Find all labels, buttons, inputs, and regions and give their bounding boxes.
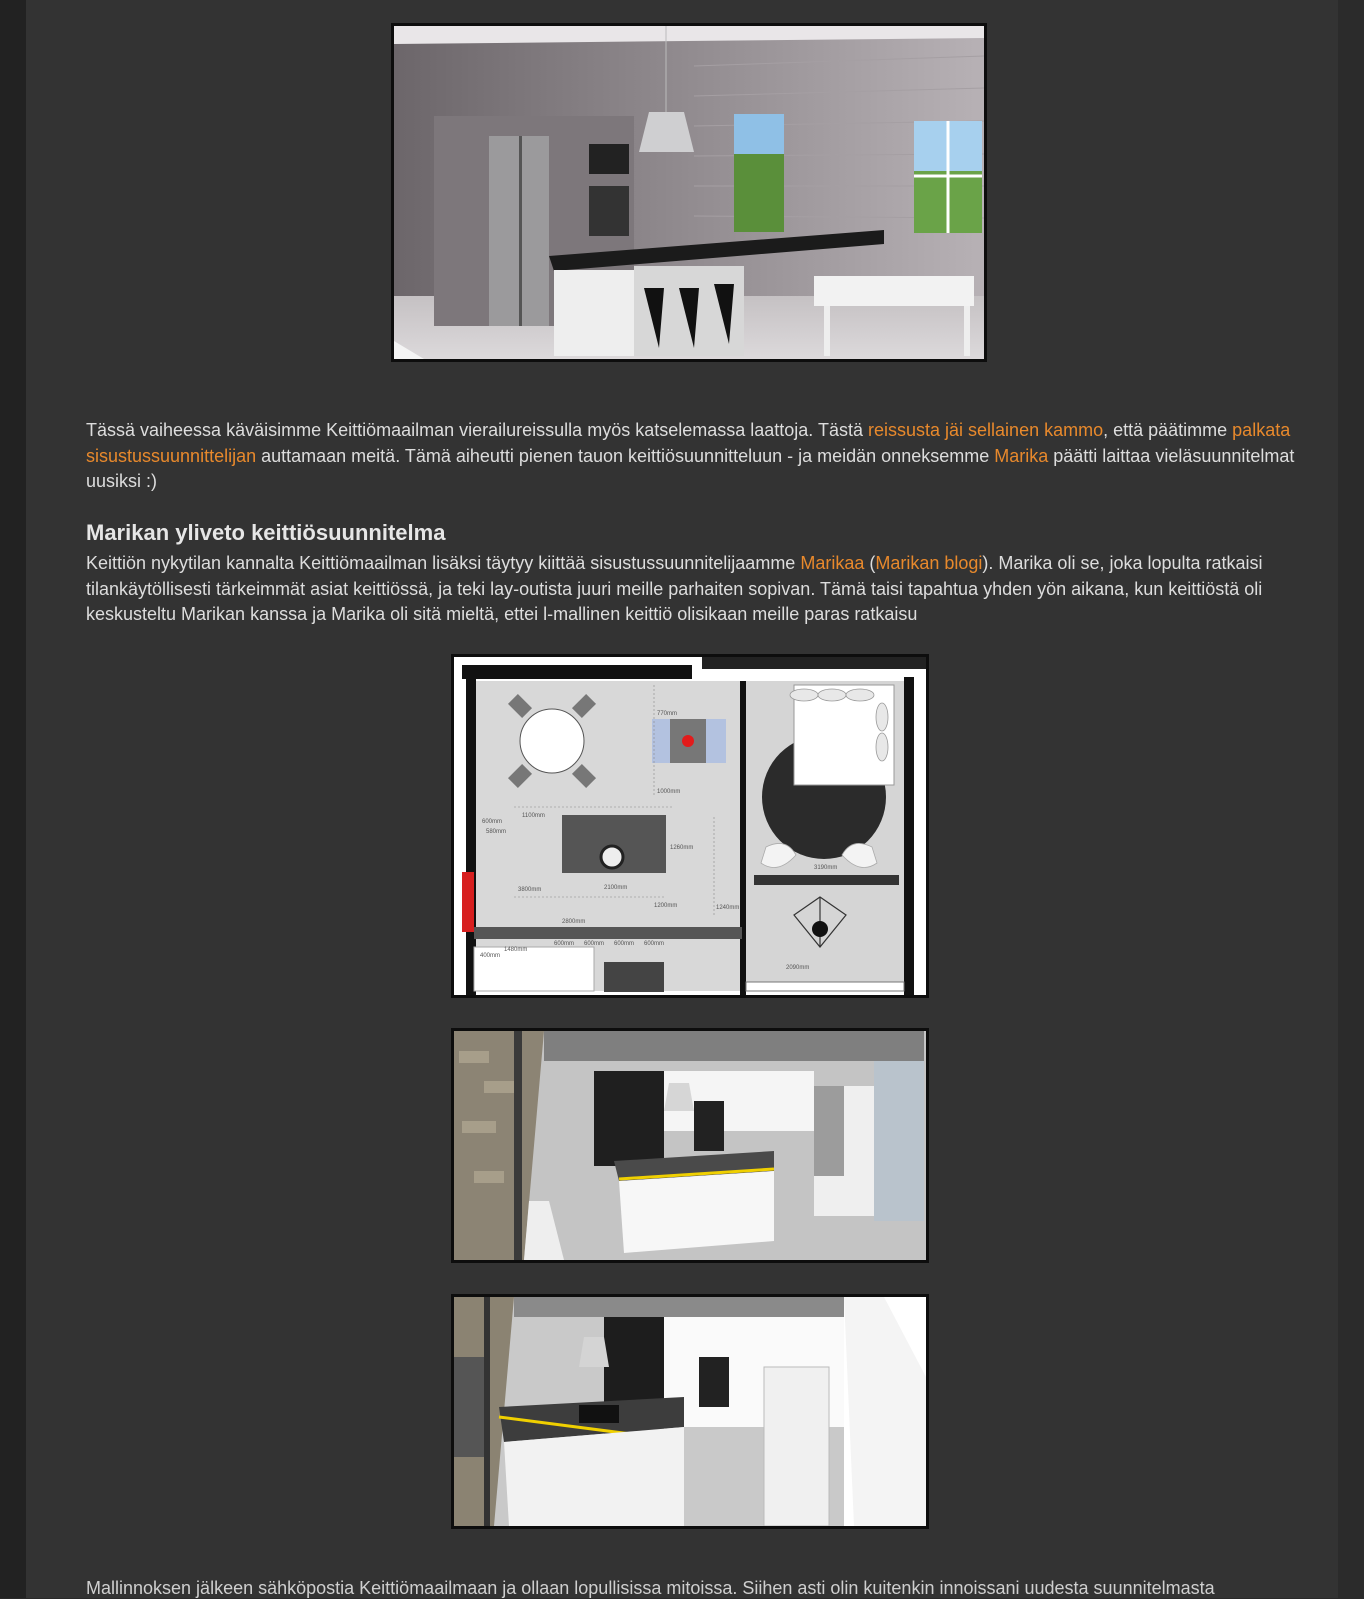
marika-link[interactable]: Marika bbox=[994, 445, 1049, 466]
dimension-label: 770mm bbox=[657, 711, 678, 717]
dimension-label: 580mm bbox=[486, 829, 507, 835]
dimension-label: 600mm bbox=[644, 941, 665, 947]
paragraph-text: , että päätimme bbox=[1103, 420, 1233, 440]
marikaa-link[interactable]: Marikaa bbox=[800, 553, 865, 573]
dimension-label: 2100mm bbox=[604, 885, 628, 891]
paragraph-text: auttamaan meitä. Tämä aiheutti pienen tauon keittiösuunnitteluun - ja meidän onneksemme bbox=[256, 445, 995, 466]
designer-paragraph bbox=[86, 551, 1298, 628]
kitchen-render-image[interactable] bbox=[391, 23, 987, 362]
tiles-trip-link[interactable]: reissusta jäi sellainen kammo bbox=[868, 420, 1104, 440]
paragraph-text: päätti laittaa vieläsuunnitelmat uusiksi :) bbox=[86, 445, 1295, 491]
paragraph-text: Keittiön nykytilan kannalta Keittiömaailman lisäksi täytyy kiittää sisustussuunnitelijaamme bbox=[86, 553, 801, 573]
dimension-label: 2800mm bbox=[562, 919, 586, 925]
dimension-label: 400mm bbox=[480, 953, 501, 959]
dimension-label: 3190mm bbox=[814, 865, 838, 871]
dimension-label: 2090mm bbox=[786, 965, 810, 971]
interior-designer-link[interactable]: palkata sisustussuunnittelijan bbox=[86, 420, 1291, 466]
right-page-rail bbox=[1338, 0, 1364, 1598]
paragraph-text: Tässä vaiheessa käväisimme Keittiömaailman vierailureissulla myös katselemassa laattoja. Tästä bbox=[86, 420, 868, 440]
section-heading: Marikan yliveto keittiösuunnitelma bbox=[86, 520, 446, 545]
dimension-label: 1260mm bbox=[670, 845, 694, 851]
dimension-label: 1240mm bbox=[716, 905, 740, 911]
partially-visible-paragraph: Mallinnoksen jälkeen sähköpostia Keittiömaailmaan ja ollaan lopullisissa mitoissa. Siihen asti olin kuitenkin innoissani uudesta suunnitelmasta bbox=[86, 1578, 1215, 1598]
dimension-label: 1000mm bbox=[657, 789, 681, 795]
dimension-label: 600mm bbox=[554, 941, 575, 947]
kitchen-3d-model-image-1[interactable] bbox=[451, 1028, 929, 1263]
paragraph-text: ). Marika oli se, joka lopulta ratkaisi tilankäytöllisesti tärkeimmät asiat keittiössä, ja teki lay-outista juuri meille parhaiten sopivan. Tämä taisi tapahtua yhden yön aikana, kun keittiöstä oli keskusteltu Marikan kanssa ja Marika oli sitä mieltä, ettei l-mallinen keittiö olisikaan meille paras ratkaisu bbox=[86, 553, 1263, 624]
dimension-label: 600mm bbox=[482, 819, 503, 825]
post-content bbox=[26, 0, 1338, 1598]
dimension-label: 600mm bbox=[584, 941, 605, 947]
dimension-label: 1200mm bbox=[654, 903, 678, 909]
kitchen-3d-model-image-2[interactable] bbox=[451, 1294, 929, 1529]
paragraph-text: ( bbox=[864, 553, 876, 573]
floor-plan-image[interactable] bbox=[451, 654, 929, 998]
marikan-blogi-link[interactable]: Marikan blogi bbox=[875, 553, 983, 573]
left-page-rail bbox=[0, 0, 26, 1598]
intro-paragraph bbox=[86, 418, 1298, 495]
dimension-label: 600mm bbox=[614, 941, 635, 947]
dimension-label: 3800mm bbox=[518, 887, 542, 893]
dimension-label: 1100mm bbox=[522, 813, 545, 819]
dimension-label: 1480mm bbox=[504, 947, 528, 953]
